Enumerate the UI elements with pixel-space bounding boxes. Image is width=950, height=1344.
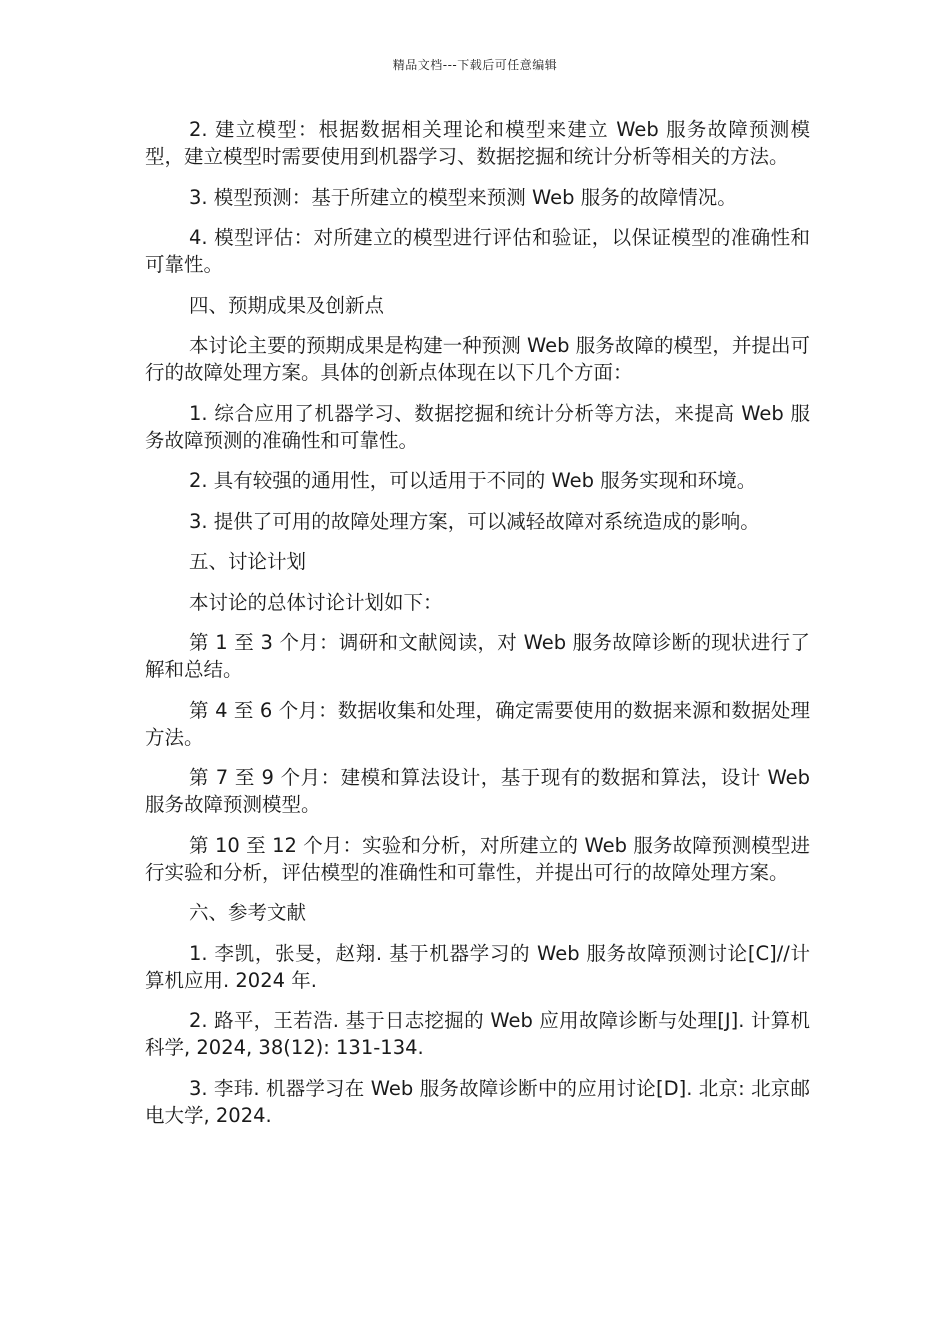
- document-body: [145, 116, 810, 1142]
- plan-intro: 本讨论的总体讨论计划如下：: [189, 590, 443, 614]
- step-model-evaluation: 4. 模型评估：对所建立的模型进行评估和验证，以保证模型的准确性和可靠性。: [145, 226, 810, 276]
- section-heading-expected-results: 四、预期成果及创新点: [189, 293, 385, 317]
- innovation-point-2: 2. 具有较强的通用性，可以适用于不同的 Web 服务实现和环境。: [189, 469, 757, 492]
- section-heading-plan: 五、讨论计划: [189, 550, 307, 573]
- innovation-point-1: 1. 综合应用了机器学习、数据挖掘和统计分析等方法，来提高 Web 服务故障预测的准确性和可靠性。: [145, 401, 810, 452]
- reference-item-1: 1. 李凯，张旻，赵翔. 基于机器学习的 Web 服务故障预测讨论[C]//计算机应用. 2024 年.: [145, 941, 810, 992]
- page-header: 精品文档---下载后可任意编辑: [392, 58, 558, 72]
- reference-item-3: 3. 李玮. 机器学习在 Web 服务故障诊断中的应用讨论[D]. 北京: 北京邮电大学, 2024.: [145, 1076, 810, 1127]
- plan-phase-2: 第 4 至 6 个月：数据收集和处理，确定需要使用的数据来源和数据处理方法。: [145, 698, 810, 749]
- plan-phase-3: 第 7 至 9 个月：建模和算法设计，基于现有的数据和算法，设计 Web 服务故障预测模型。: [145, 766, 810, 816]
- plan-phase-4: 第 10 至 12 个月：实验和分析，对所建立的 Web 服务故障预测模型进行实验和分析，评估模型的准确性和可靠性，并提出可行的故障处理方案。: [145, 833, 810, 884]
- reference-item-2: 2. 路平，王若浩. 基于日志挖掘的 Web 应用故障诊断与处理[J]. 计算机科学, 2024, 38(12): 131-134.: [145, 1009, 810, 1059]
- plan-phase-1: 第 1 至 3 个月：调研和文献阅读，对 Web 服务故障诊断的现状进行了解和总结。: [145, 631, 810, 681]
- section-heading-references: 六、参考文献: [189, 901, 307, 924]
- expected-results-intro: 本讨论主要的预期成果是构建一种预测 Web 服务故障的模型，并提出可行的故障处理方案。具体的创新点体现在以下几个方面：: [145, 334, 810, 384]
- step-model-prediction: 3. 模型预测：基于所建立的模型来预测 Web 服务的故障情况。: [189, 185, 737, 209]
- step-build-model: 2. 建立模型：根据数据相关理论和模型来建立 Web 服务故障预测模型，建立模型时需要使用到机器学习、数据挖掘和统计分析等相关的方法。: [145, 118, 810, 168]
- innovation-point-3: 3. 提供了可用的故障处理方案，可以减轻故障对系统造成的影响。: [189, 509, 760, 533]
